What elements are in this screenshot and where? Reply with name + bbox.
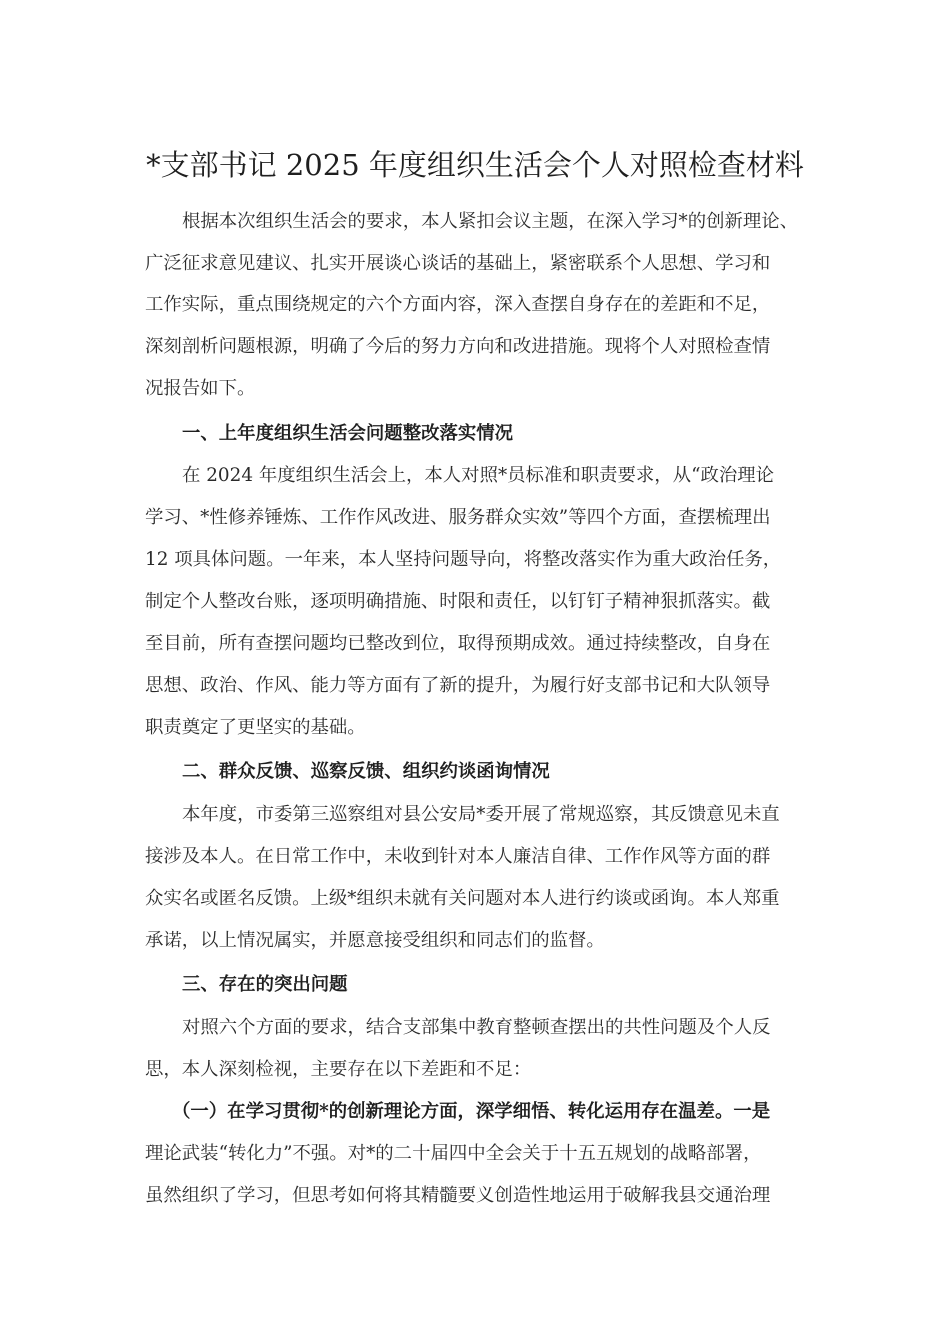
intro-line: 深刻剖析问题根源，明确了今后的努力方向和改进措施。现将个人对照检查情 — [145, 336, 771, 357]
paragraph-line: 承诺，以上情况属实，并愿意接受组织和同志们的监督。 — [145, 930, 605, 951]
intro-line: 广泛征求意见建议、扎实开展谈心谈话的基础上，紧密联系个人思想、学习和 — [145, 253, 771, 274]
subsection-heading-1: （一）在学习贯彻*的创新理论方面，深学细悟、转化运用存在温差。一是 — [172, 1101, 771, 1122]
section-heading-3: 三、存在的突出问题 — [182, 974, 348, 995]
paragraph-line: 职责奠定了更坚实的基础。 — [145, 717, 366, 738]
paragraph-line: 理论武装“转化力”不强。对*的二十届四中全会关于十五五规划的战略部署， — [145, 1143, 762, 1164]
paragraph-line: 对照六个方面的要求，结合支部集中教育整顿查摆出的共性问题及个人反 — [182, 1017, 771, 1038]
paragraph-line: 虽然组织了学习，但思考如何将其精髓要义创造性地运用于破解我县交通治理 — [145, 1185, 771, 1206]
paragraph-line: 思，本人深刻检视，主要存在以下差距和不足： — [145, 1059, 532, 1080]
paragraph-line: 学习、*性修养锤炼、工作作风改进、服务群众实效”等四个方面，查摆梳理出 — [145, 507, 771, 528]
document-title: *支部书记 2025 年度组织生活会个人对照检查材料 — [146, 148, 804, 182]
paragraph-line: 思想、政治、作风、能力等方面有了新的提升，为履行好支部书记和大队领导 — [145, 675, 771, 696]
section-heading-2: 二、群众反馈、巡察反馈、组织约谈函询情况 — [182, 761, 550, 782]
paragraph-line: 12 项具体问题。一年来，本人坚持问题导向，将整改落实作为重大政治任务， — [145, 549, 782, 570]
paragraph-line: 在 2024 年度组织生活会上，本人对照*员标准和职责要求，从“政治理论 — [182, 465, 775, 486]
paragraph-line: 众实名或匿名反馈。上级*组织未就有关问题对本人进行约谈或函询。本人郑重 — [145, 888, 780, 909]
section-heading-1: 一、上年度组织生活会问题整改落实情况 — [182, 423, 514, 444]
intro-line: 工作实际，重点围绕规定的六个方面内容，深入查摆自身存在的差距和不足， — [145, 294, 771, 315]
paragraph-line: 制定个人整改台账，逐项明确措施、时限和责任，以钉钉子精神狠抓落实。截 — [145, 591, 771, 612]
paragraph-line: 本年度，市委第三巡察组对县公安局*委开展了常规巡察，其反馈意见未直 — [182, 804, 780, 825]
paragraph-line: 接涉及本人。在日常工作中，未收到针对本人廉洁自律、工作作风等方面的群 — [145, 846, 771, 867]
paragraph-line: 至目前，所有查摆问题均已整改到位，取得预期成效。通过持续整改，自身在 — [145, 633, 771, 654]
intro-line: 况报告如下。 — [145, 378, 256, 399]
intro-line: 根据本次组织生活会的要求，本人紧扣会议主题，在深入学习*的创新理论、 — [182, 211, 799, 232]
